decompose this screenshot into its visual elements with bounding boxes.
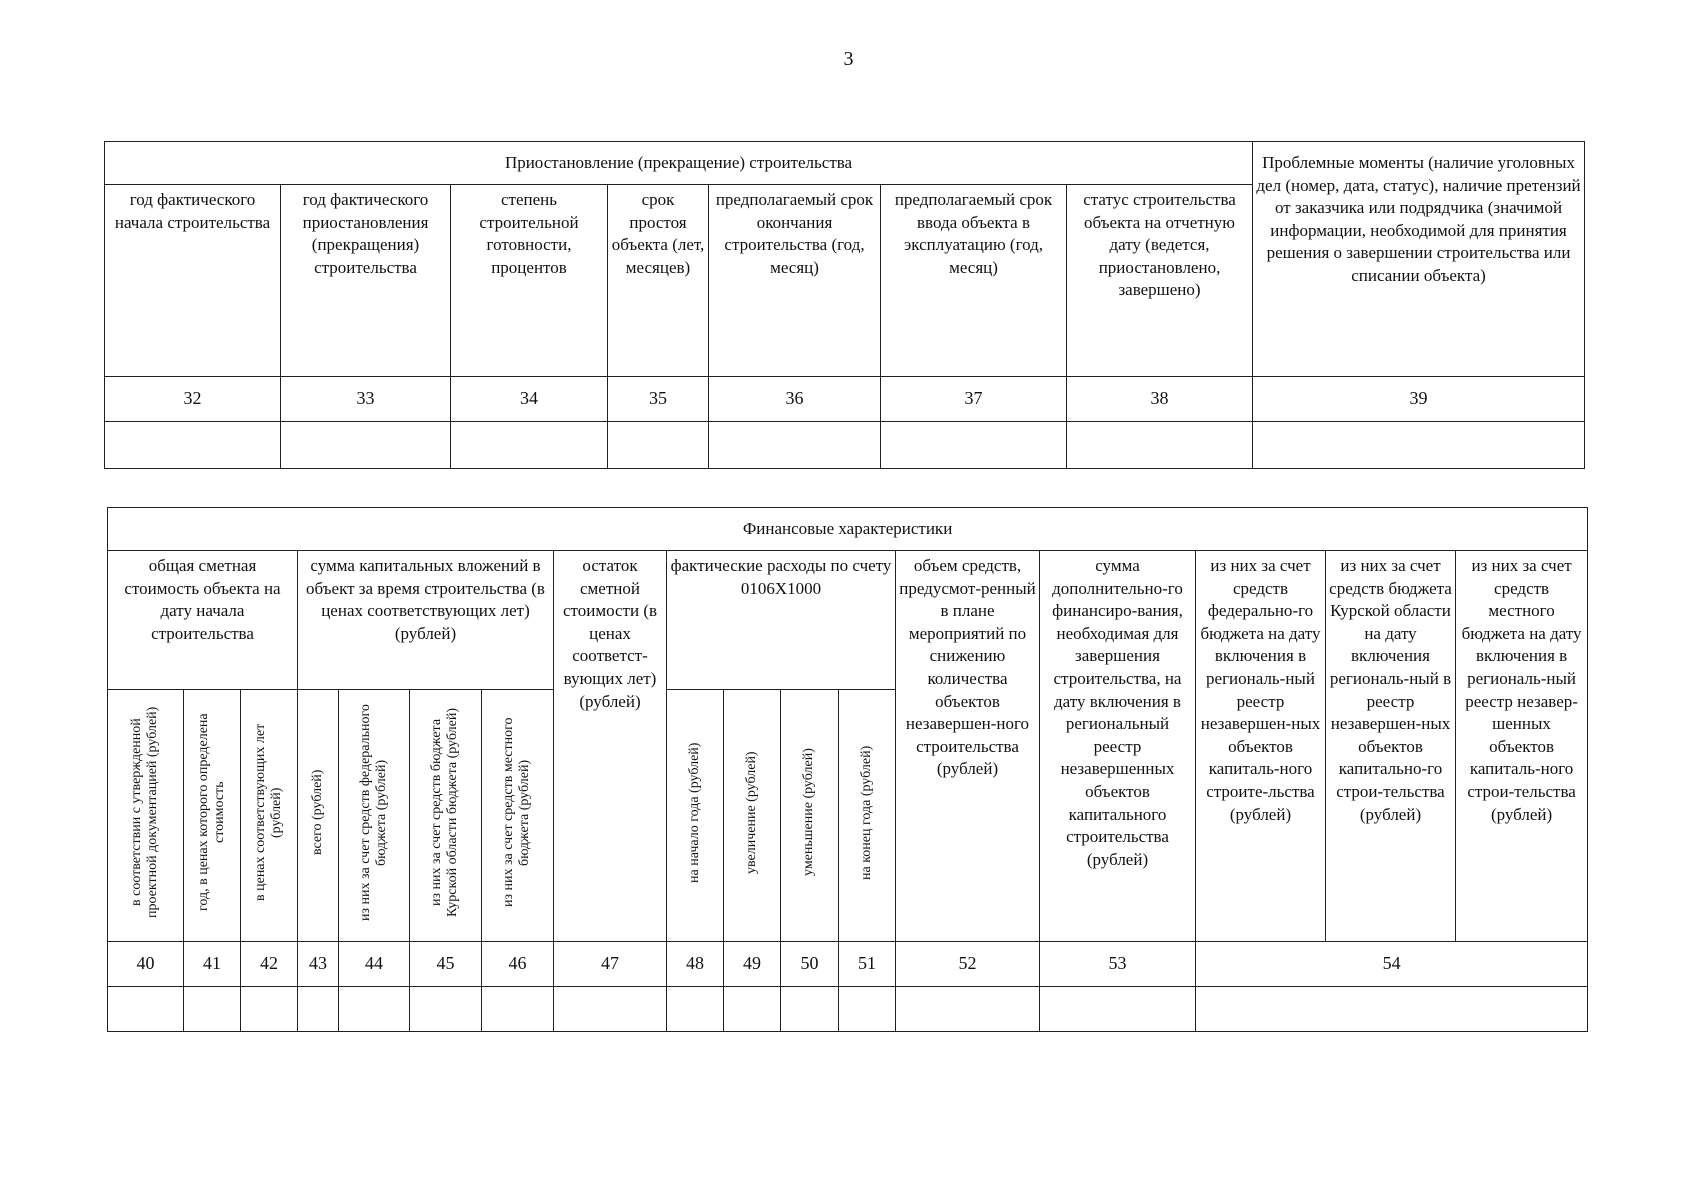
empty-cell — [1067, 422, 1253, 469]
investment-group-header: сумма капитальных вложений в объект за время строительства (в ценах соответствующих лет) (рублей) — [298, 551, 554, 690]
empty-cell — [451, 422, 608, 469]
empty-cell — [839, 987, 896, 1032]
empty-cell — [1040, 987, 1196, 1032]
estimate-sub-header: в соответствии с утвержденной проектной документацией (рублей) — [129, 706, 161, 918]
empty-cell — [281, 422, 451, 469]
investment-sub-header: из них за счет средств бюджета Курской области бюджета (рублей) — [429, 707, 461, 917]
col-number: 53 — [1040, 942, 1196, 987]
construction-table — [104, 141, 1585, 469]
expenses-sub-header: на начало года (рублей) — [686, 741, 702, 883]
col-number: 34 — [451, 377, 608, 422]
empty-cell — [410, 987, 482, 1032]
col-header-expected-finish: предполагаемый срок окончания строительства (год, месяц) — [709, 185, 881, 377]
empty-cell — [608, 422, 709, 469]
investment-sub-header: из них за счет средств федерального бюджета (рублей) — [357, 703, 389, 921]
volume-header: объем средств, предусмот-ренный в плане мероприятий по снижению количества объектов незавершен-ного строительства (рублей) — [896, 551, 1040, 942]
col-number: 35 — [608, 377, 709, 422]
empty-cell — [881, 422, 1067, 469]
col-number: 45 — [410, 942, 482, 987]
additional-funding-header: сумма дополнительно-го финансиро-вания, необходимая для завершения строительства, на дату включения в региональный реестр незавершенных объектов капитального строительства (рублей) — [1040, 551, 1196, 942]
finance-title: Финансовые характеристики — [108, 508, 1588, 551]
col-number: 37 — [881, 377, 1067, 422]
col-number: 39 — [1253, 377, 1585, 422]
col-number: 42 — [241, 942, 298, 987]
expenses-sub-header: уменьшение (рублей) — [801, 748, 817, 877]
col-header-downtime: срок простоя объекта (лет, месяцев) — [608, 185, 709, 377]
col-number: 41 — [184, 942, 241, 987]
empty-cell — [554, 987, 667, 1032]
expenses-sub-header: увеличение (рублей) — [743, 750, 759, 874]
empty-cell — [108, 987, 184, 1032]
expenses-group-header: фактические расходы по счету 0106Х1000 — [667, 551, 896, 690]
remainder-header: остаток сметной стоимости (в ценах соответст-вующих лет) (рублей) — [554, 551, 667, 942]
finance-table — [107, 507, 1588, 1032]
empty-cell — [184, 987, 241, 1032]
empty-cell — [482, 987, 554, 1032]
problems-header: Проблемные моменты (наличие уголовных дел (номер, дата, статус), наличие претензий от заказчика или подрядчика (значимой информации, необходимой для принятия решения о завершении строительства или списании объекта) — [1253, 142, 1585, 377]
empty-cell — [339, 987, 410, 1032]
col-number: 50 — [781, 942, 839, 987]
investment-sub-header: всего (рублей) — [309, 769, 325, 855]
col-number: 40 — [108, 942, 184, 987]
col-header-readiness: степень строительной готовности, процентов — [451, 185, 608, 377]
empty-cell — [241, 987, 298, 1032]
investment-sub-header: из них за счет средств местного бюджета (рублей) — [501, 717, 533, 907]
col-header-status: статус строительства объекта на отчетную дату (ведется, приостановлено, завершено) — [1067, 185, 1253, 377]
empty-cell — [298, 987, 339, 1032]
empty-cell — [667, 987, 724, 1032]
col-number: 54 — [1196, 942, 1588, 987]
col-number: 51 — [839, 942, 896, 987]
page-number: 3 — [843, 48, 854, 70]
estimate-group-header: общая сметная стоимость объекта на дату начала строительства — [108, 551, 298, 690]
col-number: 38 — [1067, 377, 1253, 422]
col-number: 33 — [281, 377, 451, 422]
col-number: 32 — [105, 377, 281, 422]
local-share-header: из них за счет средств местного бюджета на дату включения в региональ-ный реестр незавер-шенных объектов капиталь-ного строи-тельства (рублей) — [1456, 551, 1588, 942]
col-number: 46 — [482, 942, 554, 987]
col-number: 44 — [339, 942, 410, 987]
empty-cell — [724, 987, 781, 1032]
estimate-sub-header: год, в ценах которого определена стоимость — [195, 713, 227, 912]
empty-cell — [1253, 422, 1585, 469]
empty-cell — [1196, 987, 1588, 1032]
regional-share-header: из них за счет средств бюджета Курской области на дату включения региональ-ный в реестр незавершен-ных объектов капитально-го строи-тельства (рублей) — [1326, 551, 1456, 942]
empty-cell — [896, 987, 1040, 1032]
col-number: 48 — [667, 942, 724, 987]
col-header-suspension-year: год фактического приостановления (прекращения) строительства — [281, 185, 451, 377]
col-number: 47 — [554, 942, 667, 987]
empty-cell — [709, 422, 881, 469]
col-header-expected-commissioning: предполагаемый срок ввода объекта в эксплуатацию (год, месяц) — [881, 185, 1067, 377]
empty-cell — [781, 987, 839, 1032]
col-number: 43 — [298, 942, 339, 987]
estimate-sub-header: в ценах соответствующих лет (рублей) — [252, 723, 284, 901]
col-number: 36 — [709, 377, 881, 422]
suspension-group-header: Приостановление (прекращение) строительства — [105, 142, 1253, 185]
expenses-sub-header: на конец года (рублей) — [858, 745, 874, 880]
col-header-start-year: год фактического начала строительства — [105, 185, 281, 377]
col-number: 52 — [896, 942, 1040, 987]
empty-cell — [105, 422, 281, 469]
federal-share-header: из них за счет средств федерально-го бюджета на дату включения в региональ-ный реестр незавершен-ных объектов капиталь-ного строите-льства (рублей) — [1196, 551, 1326, 942]
col-number: 49 — [724, 942, 781, 987]
